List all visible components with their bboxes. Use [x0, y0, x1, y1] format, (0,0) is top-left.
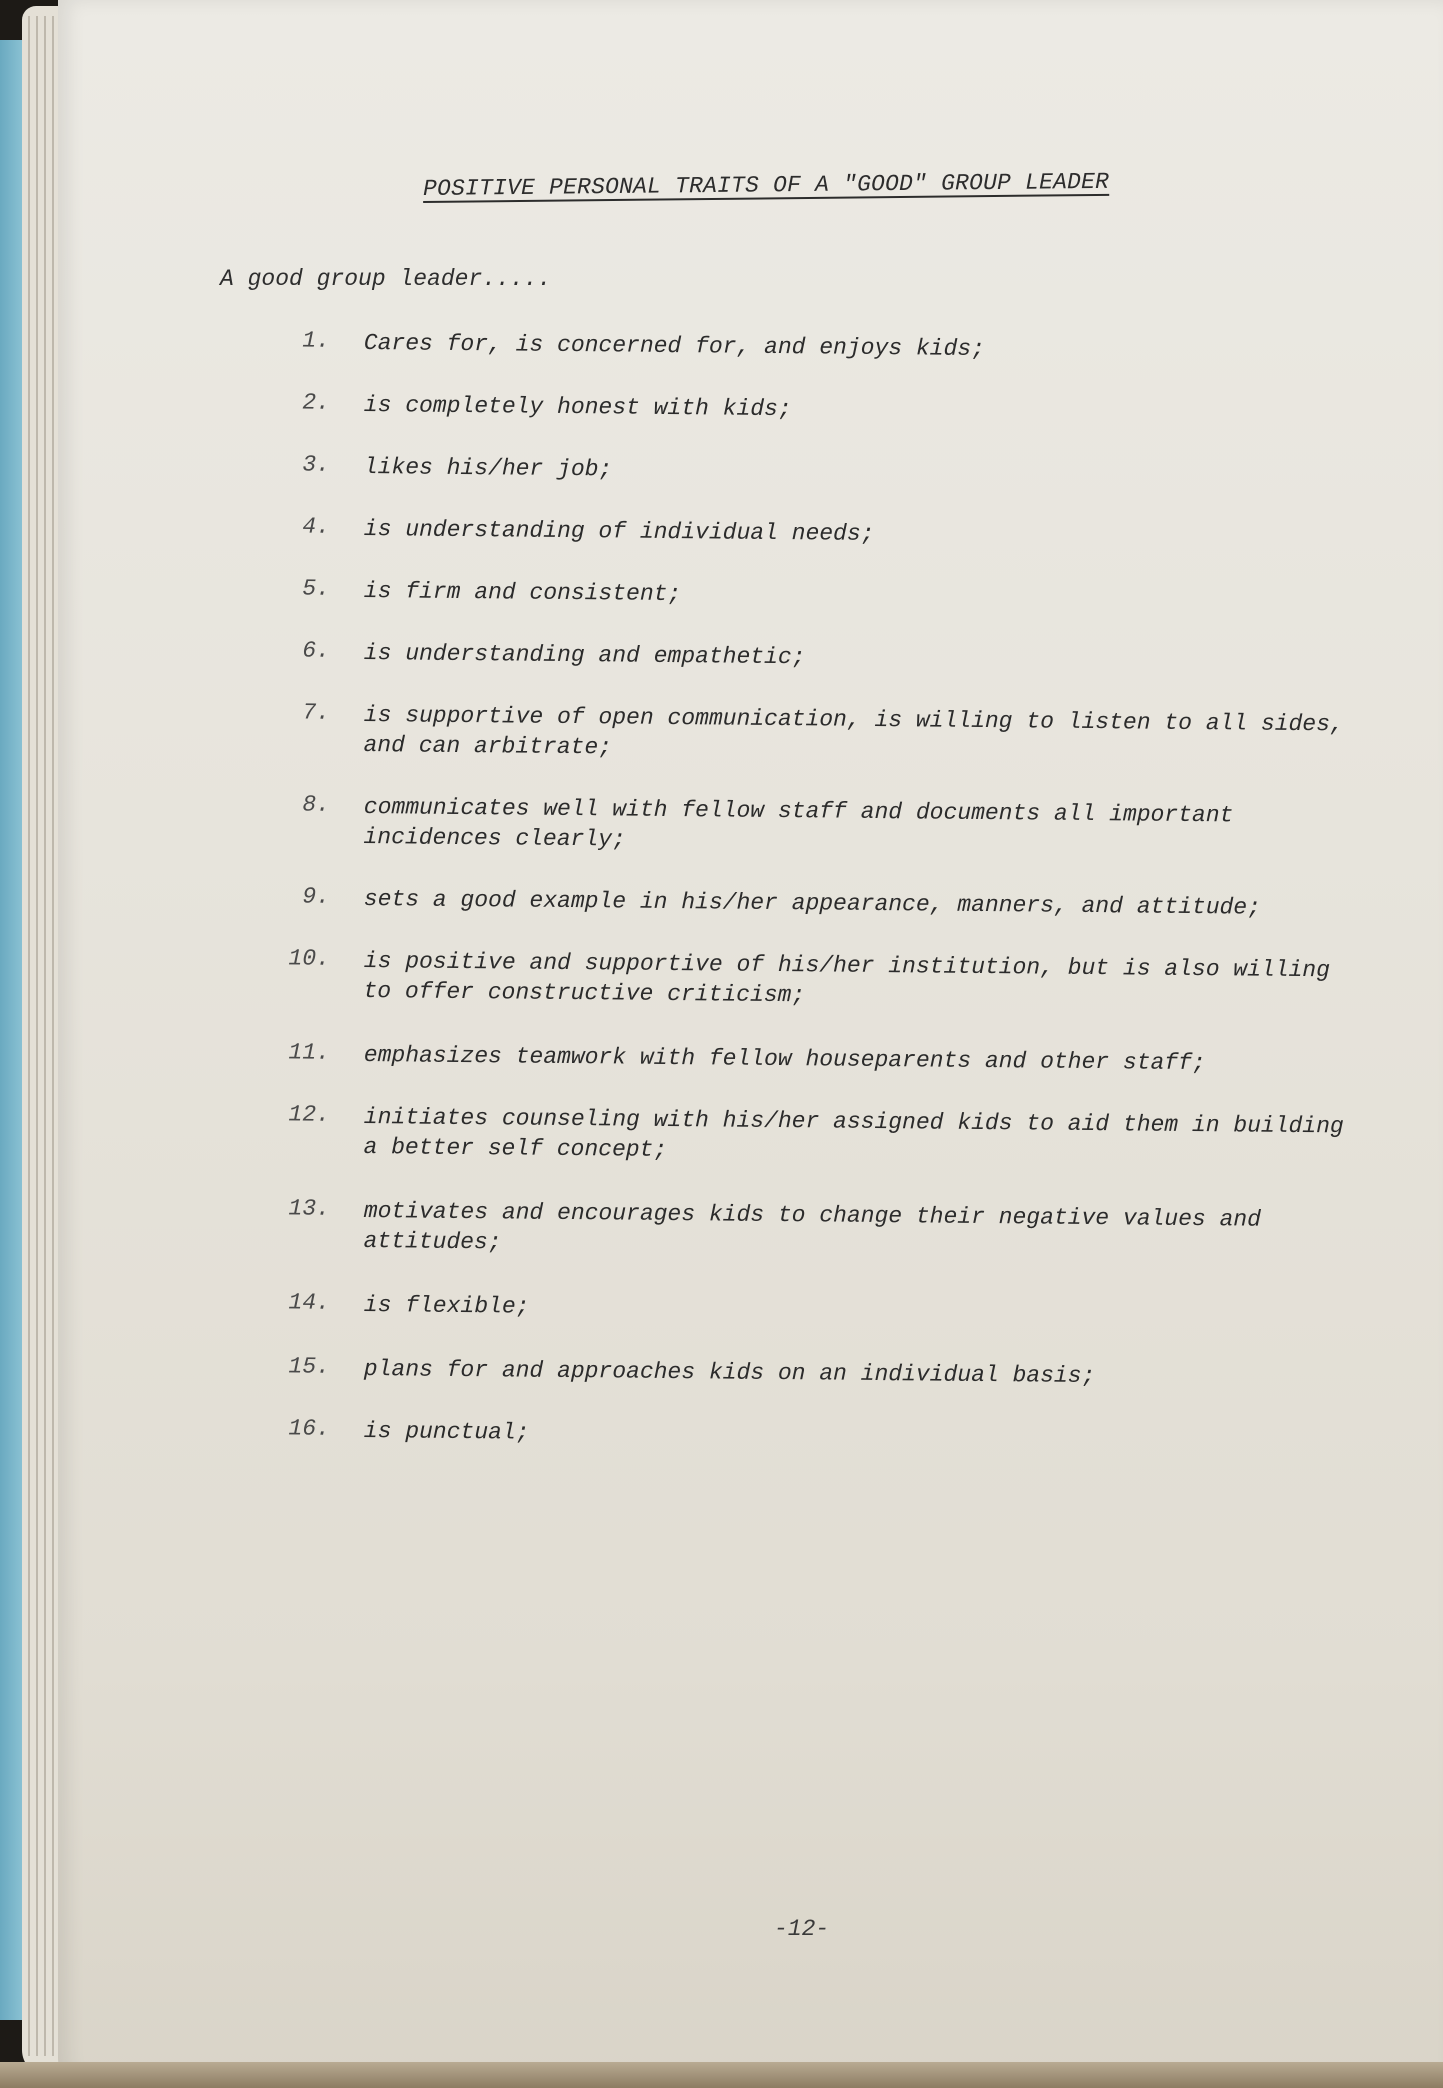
item-text: likes his/her job;	[363, 454, 613, 483]
item-number: 2.	[302, 389, 331, 416]
item-text: emphasizes teamwork with fellow houseparents and other staff;	[363, 1042, 1206, 1077]
item-text: is supportive of open communication, is willing to listen to all sides, and can arbitrate;	[363, 702, 1344, 761]
item-text: plans for and approaches kids on an individual basis;	[363, 1356, 1096, 1390]
list-item	[0, 449, 1443, 483]
item-number: 10.	[288, 945, 331, 972]
list-item	[0, 789, 1443, 853]
item-number: 1.	[302, 327, 331, 354]
list-item	[0, 1099, 1443, 1163]
item-number: 15.	[288, 1353, 331, 1380]
list-item	[0, 943, 1443, 1009]
item-text: is positive and supportive of his/her institution, but is also willing to offer constructive criticism;	[363, 948, 1331, 1009]
item-number: 5.	[302, 575, 331, 602]
item-text: Cares for, is concerned for, and enjoys kids;	[363, 330, 986, 362]
item-number: 4.	[302, 513, 331, 540]
list-item	[0, 635, 1443, 671]
list-item	[0, 881, 1443, 921]
table-surface	[0, 2062, 1443, 2088]
list-item	[0, 387, 1443, 423]
item-text: is firm and consistent;	[363, 578, 682, 608]
item-text: is flexible;	[363, 1292, 530, 1320]
list-item	[0, 1287, 1443, 1320]
item-text: is understanding and empathetic;	[363, 640, 806, 671]
item-number: 16.	[288, 1415, 331, 1442]
item-text: communicates well with fellow staff and documents all important incidences clearly;	[363, 794, 1234, 853]
list-item	[0, 573, 1443, 608]
intro-text: A good group leader.....	[220, 266, 552, 292]
item-number: 7.	[302, 699, 331, 726]
item-number: 8.	[302, 791, 331, 818]
list-item	[0, 697, 1443, 761]
item-text: sets a good example in his/her appearance, manners, and attitude;	[363, 886, 1262, 921]
item-number: 12.	[288, 1101, 331, 1128]
page-number: -12-	[774, 1916, 830, 1942]
item-text: is completely honest with kids;	[363, 392, 792, 423]
item-number: 11.	[288, 1039, 331, 1066]
list-item	[0, 325, 1443, 362]
list-item	[0, 511, 1443, 547]
list-item	[0, 1413, 1443, 1446]
item-text: initiates counseling with his/her assigned kids to aid them in building a better self concept;	[363, 1104, 1344, 1163]
item-number: 13.	[288, 1195, 331, 1222]
item-number: 9.	[302, 883, 331, 910]
item-number: 14.	[288, 1289, 331, 1316]
item-text: is punctual;	[363, 1418, 530, 1446]
list-item	[0, 1351, 1443, 1390]
item-number: 3.	[302, 451, 331, 478]
item-number: 6.	[302, 637, 331, 664]
item-text: motivates and encourages kids to change their negative values and attitudes;	[363, 1198, 1262, 1256]
item-text: is understanding of individual needs;	[363, 516, 875, 547]
document-title: POSITIVE PERSONAL TRAITS OF A "GOOD" GROUP LEADER	[422, 168, 1110, 202]
list-item	[0, 1037, 1443, 1077]
list-item	[0, 1193, 1443, 1256]
